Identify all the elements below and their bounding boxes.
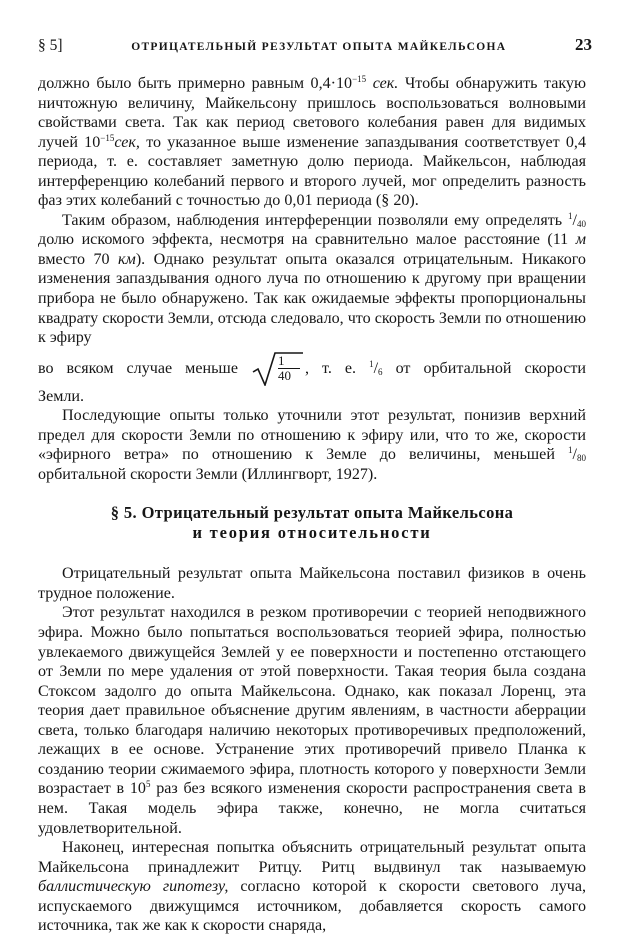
- section-heading-line-1: § 5. Отрицательный результат опыта Майкельсона: [110, 503, 514, 523]
- paragraph-4: Отрицательный результат опыта Майкельсона поставил физиков в очень трудное положение.: [38, 565, 586, 602]
- paragraph-1: должно было быть примерно равным $0,4\cdot 10^{-15}$ сек. Чтобы обнаружить такую ничтожную величину, Майкельсону пришлось воспользоваться волновыми свойствами света. Так как период светового колебания равен для видимых лучей $10^{-15}сек$, то указанное выше изменение запаздывания соответствует 0,4 периода, т. е. составляет заметную долю периода. Майкельсон, наблюдая интерференцию колебаний первого и второго лучей, мог определить разность фаз этих колебаний с точностью до 0,01 периода (§ 20).: [38, 74, 586, 210]
- running-title: ОТРИЦАТЕЛЬНЫЙ РЕЗУЛЬТАТ ОПЫТА МАЙКЕЛЬСОНА: [131, 41, 507, 53]
- page-body: [38, 74, 586, 936]
- paragraph-2-end: Земли.: [38, 387, 85, 405]
- section-mark: § 5]: [38, 37, 63, 54]
- page-header: [38, 35, 592, 55]
- paragraph-3: Последующие опыты только уточнили этот результат, понизив верхний предел для скорости Земли по отношению к эфиру или, что то же, скорости «эфирного ветра» по отношению к Земле до величины, меньшей $^1/_{80}$ орбитальной скорости Земли (Иллингворт, 1927).: [38, 407, 586, 483]
- page-number: 23: [575, 35, 592, 54]
- sqrt-formula-line: во всяком случае меньше $\frac{1}{40}$ , т. е. $^1/_6$ от орбитальной скорости: [38, 350, 586, 387]
- sqrt-formula: $\frac{1}{40}$: [251, 352, 305, 386]
- paragraph-5: Этот результат находился в резком противоречии с теорией неподвижного эфира. Можно было попытаться воспользоваться теорией эфира, полностью увлекаемого движущейся Землей у ее поверхности и постепенно отстающего от Земли по мере удаления от этой поверхности. Такая теория была создана Стоксом задолго до опыта Майкельсона. Однако, как показал Лоренц, эта теория дает правильное объяснение другим явлениям, в частности аберрации света, только благодаря наличию некоторых противоречивых предположений, лежащих в ее основе. Устранение этих противоречий привело Планка к созданию теории сжимаемого эфира, плотность которого у поверхности Земли возрастает в $10^5$ раз без всякого изменения скорости распространения света в нем. Такая модель эфира также, конечно, не могла считаться удовлетворительной.: [38, 604, 586, 837]
- section-heading: [38, 503, 586, 543]
- section-heading-line-2: и теория относительности: [192, 523, 432, 543]
- paragraph-2: Таким образом, наблюдения интерференции позволяли ему определять $^1/_{40}$ долю искомого эффекта, несмотря на сравнительно малое расстояние (11 м вместо 70 км). Однако результат опыта оказался отрицательным. Никакого изменения запаздывания одного луча по отношению к другому при вращении прибора не было обнаружено. Так как ожидаемые эффекты пропорциональны квадрату скорости Земли, отсюда следовало, что скорость Земли по отношению к эфиру: [38, 210, 586, 347]
- paragraph-6: Наконец, интересная попытка объяснить отрицательный результат опыта Майкельсона принадлежит Ритцу. Ритц выдвинул так называемую баллистическую гипотезу, согласно которой к скорости светового луча, испускаемого движущимся источником, добавляется скорость самого источника, так же как к скорости снаряда,: [38, 839, 587, 935]
